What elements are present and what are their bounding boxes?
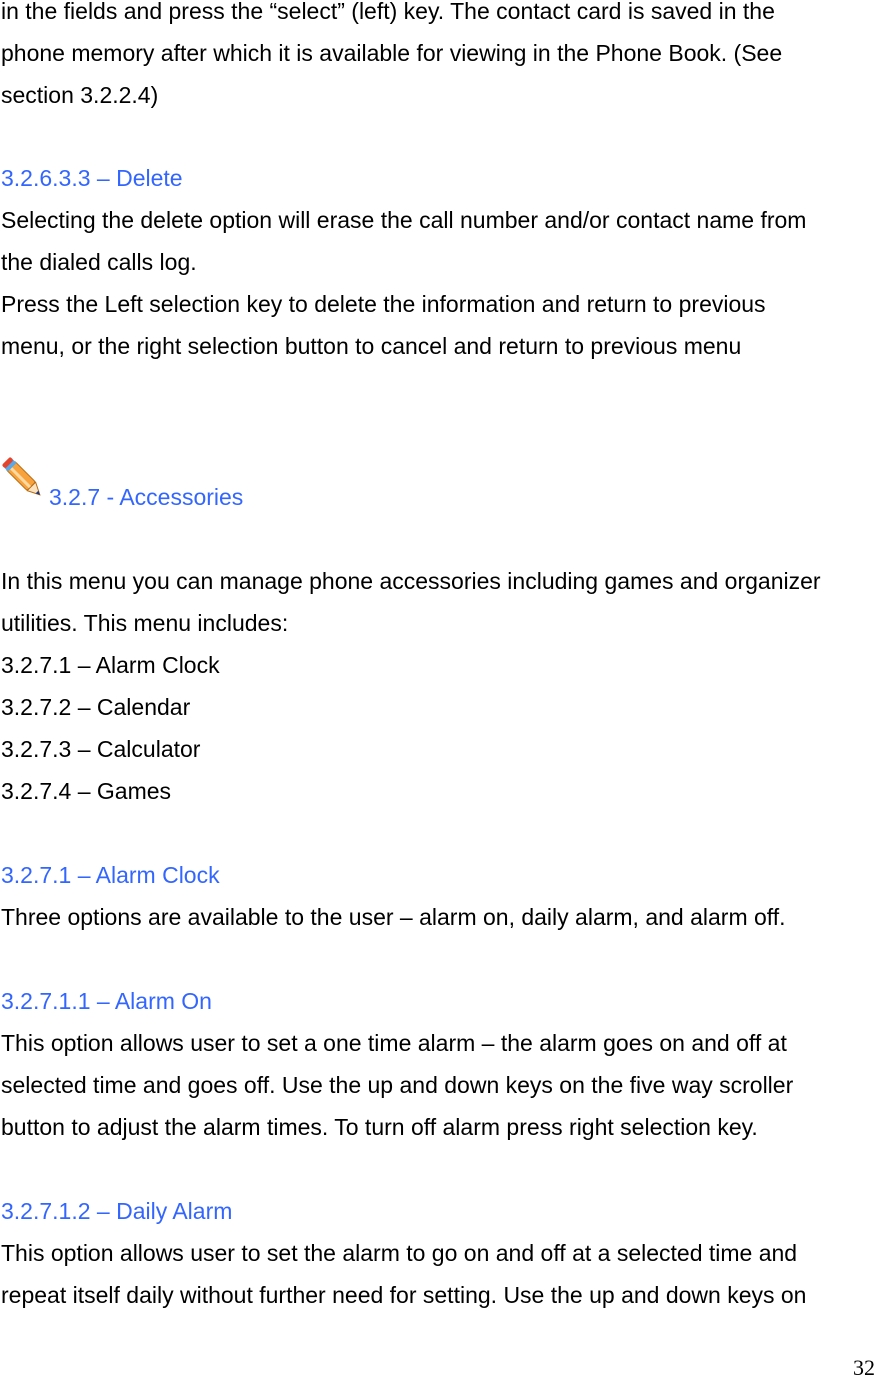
text-line: button to adjust the alarm times. To turn off alarm press right selection key. <box>1 1114 758 1140</box>
section-heading: 3.2.7.1.2 – Daily Alarm <box>1 1198 233 1224</box>
text-line: utilities. This menu includes: <box>1 610 289 636</box>
list-item: 3.2.7.2 – Calendar <box>1 694 191 720</box>
list-item: 3.2.7.3 – Calculator <box>1 736 201 762</box>
list-item: 3.2.7.1 – Alarm Clock <box>1 652 220 678</box>
text-line: Selecting the delete option will erase the call number and/or contact name from <box>1 207 807 233</box>
pencil-icon <box>0 455 50 505</box>
daily-alarm-section <box>1 1190 806 1316</box>
text-line: selected time and goes off. Use the up and down keys on the five way scroller <box>1 1072 794 1098</box>
alarm-clock-section <box>1 854 786 938</box>
text-line: in the fields and press the “select” (left) key. The contact card is saved in the <box>1 0 775 24</box>
text-line: This option allows user to set the alarm to go on and off at a selected time and <box>1 1240 798 1266</box>
section-heading: 3.2.7.1 – Alarm Clock <box>1 862 220 888</box>
text-line: This option allows user to set a one time alarm – the alarm goes on and off at <box>1 1030 787 1056</box>
accessories-heading-wrap <box>49 476 243 518</box>
text-line: In this menu you can manage phone accessories including games and organizer <box>1 568 821 594</box>
text-line: the dialed calls log. <box>1 249 197 275</box>
section-heading: 3.2.7.1.1 – Alarm On <box>1 988 212 1014</box>
intro-paragraph <box>1 0 782 116</box>
text-line: Three options are available to the user – alarm on, daily alarm, and alarm off. <box>1 904 786 930</box>
section-heading: 3.2.6.3.3 – Delete <box>1 165 183 191</box>
accessories-section <box>1 560 821 812</box>
list-item: 3.2.7.4 – Games <box>1 778 172 804</box>
section-heading: 3.2.7 - Accessories <box>49 484 244 510</box>
alarm-on-section <box>1 980 793 1148</box>
text-line: Press the Left selection key to delete the information and return to previous <box>1 291 766 317</box>
text-line: menu, or the right selection button to cancel and return to previous menu <box>1 333 742 359</box>
text-line: section 3.2.2.4) <box>1 82 159 108</box>
delete-section <box>1 157 806 367</box>
page-number: 32 <box>853 1355 875 1380</box>
text-line: phone memory after which it is available for viewing in the Phone Book. (See <box>1 40 783 66</box>
text-line: repeat itself daily without further need for setting. Use the up and down keys on <box>1 1282 807 1308</box>
